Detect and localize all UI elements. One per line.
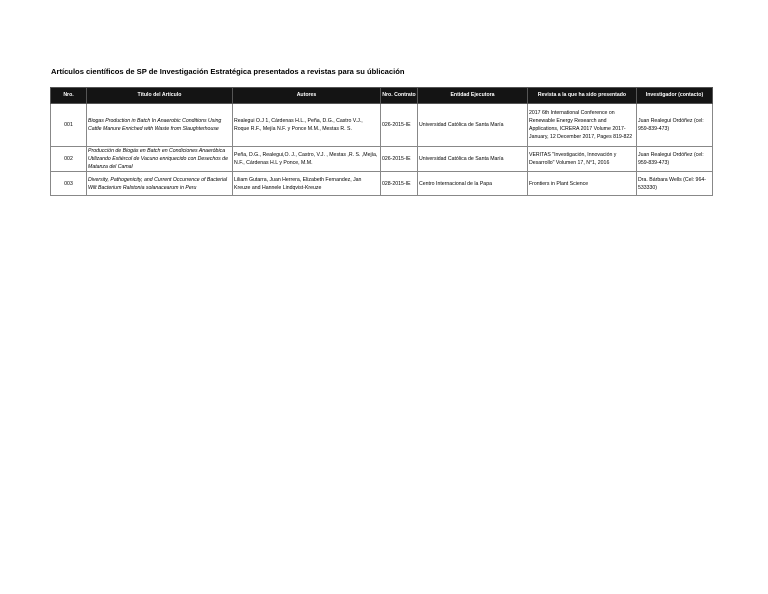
cell-investigador: Juan Realegui Ordóñez (cel: 959-839-473) [637, 104, 713, 147]
cell-titulo: Biogas Production in Batch In Anaerobic Conditions Using Cattle Manure Enriched with Waste from Slaughterhouse [87, 104, 233, 147]
cell-revista: Frontiers in Plant Science [528, 172, 637, 196]
header-titulo: Título del Artículo [87, 88, 233, 104]
cell-entidad: Universidad Católica de Santa María [418, 147, 528, 172]
header-contrato: Nro. Contrato [381, 88, 418, 104]
table-row [51, 147, 713, 172]
cell-contrato: 026-2015-IE [381, 147, 418, 172]
cell-autores: Realegui O.J 1, Cárdenas H.L., Peña, D.G., Castro V.J., Roque R.F., Mejía N.F. y Ponce M.M., Mestas R. S. [233, 104, 381, 147]
document-title: Artículos científicos de SP de Investigación Estratégica presentados a revistas para su úblicación [51, 67, 405, 76]
cell-investigador: Dra. Bárbara Wells (Cel: 964-533330) [637, 172, 713, 196]
cell-revista: 2017 6th International Conference on Renewable Energy Research and Applications, ICRERA 2017 Volume 2017-January, 12 December 2017, Pages 819-822 [528, 104, 637, 147]
cell-nro: 003 [51, 172, 87, 196]
cell-nro: 001 [51, 104, 87, 147]
cell-contrato: 026-2015-IE [381, 104, 418, 147]
cell-investigador: Juan Realegui Ordóñez (cel: 959-839-473) [637, 147, 713, 172]
header-investigador: Investigador (contacto) [637, 88, 713, 104]
cell-titulo: Producción de Biogás en Batch en Condiciones Anaeróbica Utilizando Estiércol de Vacuno enriquecido con Desechos de Matanza del Camal [87, 147, 233, 172]
cell-revista: VERITAS "Investigación, Innovación y Desarrollo" Volumen 17, N°1, 2016 [528, 147, 637, 172]
cell-autores: Peña, D.G., Realegui,O. J., Castro, V.J. , Mestas ,R. S. ,Mejía, N.F., Cárdenas H.L y Ponce, M.M. [233, 147, 381, 172]
articles-table [50, 87, 713, 196]
cell-autores: Liliam Gutarra, Juan Herrera, Elizabeth Fernandez, Jan Kreuze and Hannele Lindqvist-Kreuze [233, 172, 381, 196]
cell-entidad: Centro Internacional de la Papa [418, 172, 528, 196]
header-nro: Nro. [51, 88, 87, 104]
header-autores: Autores [233, 88, 381, 104]
cell-contrato: 028-2015-IE [381, 172, 418, 196]
table-row [51, 172, 713, 196]
cell-entidad: Universidad Católica de Santa María [418, 104, 528, 147]
cell-titulo: Diversity, Pathogenicity, and Current Occurrence of Bacterial Wilt Bacterium Ralstonia solanacearum in Peru [87, 172, 233, 196]
table-header-row [51, 88, 713, 104]
header-entidad: Entidad Ejecutora [418, 88, 528, 104]
table-row [51, 104, 713, 147]
cell-nro: 002 [51, 147, 87, 172]
header-revista: Revista a la que ha sido presentado [528, 88, 637, 104]
